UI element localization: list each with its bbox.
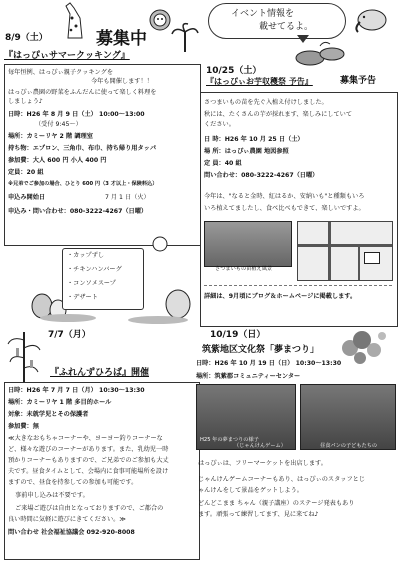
festival-photo-caption-2: （じゃんけんゲーム） bbox=[234, 443, 286, 449]
festival-date: 10/19（日） bbox=[210, 330, 266, 340]
july-title: 『ふれんずひろば』開催 bbox=[50, 368, 150, 378]
summer-banner: 募集中 bbox=[96, 29, 147, 49]
palm-tree-icon bbox=[170, 22, 200, 52]
summer-title: 『はっぴぃサマークッキング』 bbox=[4, 51, 130, 61]
menu-item: ・コンソメスープ bbox=[67, 280, 116, 287]
autumn-place: 場 所：はっぴぃ農園 地図参照 bbox=[204, 148, 289, 155]
lion-icon bbox=[148, 8, 172, 32]
summer-date: 8/9（土） bbox=[5, 33, 48, 43]
summer-start-label: 申込み開始日 bbox=[8, 194, 46, 201]
farm-map bbox=[297, 221, 393, 281]
autumn-para-1: さつまいもの苗を先ぐ入植え付けしました。 bbox=[204, 99, 328, 106]
summer-datetime: 日時：H26 年 8 月 9 日（土） 10:00～13:00 bbox=[8, 111, 145, 118]
july-fee: 参加費：無 bbox=[8, 423, 39, 430]
summer-start-date: 7 月 1 日（火） bbox=[105, 194, 150, 201]
july-date: 7/7（月） bbox=[48, 330, 91, 340]
summer-reception: （受付 9:45～） bbox=[35, 121, 82, 128]
menu-item: ・デザート bbox=[67, 294, 98, 301]
festival-photo-caption-3: 昼食パンの子どもたちの bbox=[320, 443, 378, 449]
july-datetime: 日時：H26 年 7 月 7 日（月） 10:30～13:30 bbox=[8, 387, 145, 394]
july-contact: 問い合わせ 社会福祉協議会 092-920-8008 bbox=[8, 529, 135, 536]
july-desc-6: 事前申し込みは不要です。 bbox=[15, 492, 89, 499]
july-desc-4: 夫です。昼食タイムとして、会場内に食事可能場所を設け bbox=[8, 468, 169, 475]
autumn-para-3: ください。 bbox=[204, 121, 235, 128]
speech-bubble bbox=[208, 3, 346, 39]
festival-para-1: はっぴぃは、フリーマーケットを出店します。 bbox=[198, 460, 327, 467]
bamboo-tanabata-icon bbox=[4, 326, 44, 386]
july-place: 場所：カミーリヤ 1 階 多目的ホール bbox=[8, 399, 112, 406]
festival-para-3: ゃんけんをして景品をゲットしよう。 bbox=[198, 487, 303, 494]
sweet-potato-icon bbox=[290, 40, 350, 70]
planting-photo bbox=[204, 221, 292, 267]
autumn-capacity: 定 員：40 組 bbox=[204, 160, 242, 167]
summer-contact: 申込み・問い合わせ：080-3222-4267（日曜） bbox=[8, 208, 148, 215]
summer-menu-card bbox=[62, 248, 144, 310]
menu-item: ・カップずし bbox=[67, 252, 105, 259]
festival-place: 場所：筑紫郡コミュニティーセンター bbox=[196, 373, 301, 380]
july-desc-1: ≪大きなおもちゃコーナーや、ヨーヨー釣りコーナーな bbox=[8, 435, 163, 442]
summer-intro-1: 毎年恒例、はっぴぃ親子クッキングを bbox=[8, 69, 114, 76]
festival-para-4: どんどこまま ちゃん（親子講座）のステージ発表もあり bbox=[198, 500, 355, 507]
july-desc-5: ますので、昼食を持参しての参加も可能です。 bbox=[8, 479, 138, 486]
festival-datetime: 日時：H26 年 10 月 19 日（日） 10:30～13:30 bbox=[196, 360, 342, 367]
elephant-icon bbox=[352, 4, 392, 34]
autumn-box bbox=[200, 92, 398, 327]
summer-intro-3: はっぴぃ農園の野菜をふんだんに使って楽しく料理を bbox=[8, 89, 157, 96]
summer-fee: 参加費：大人 600 円 小人 400 円 bbox=[8, 157, 107, 164]
festival-photo-caption-1: H25 年の夢まつりの様子 bbox=[200, 437, 259, 443]
autumn-date: 10/25（土） bbox=[206, 66, 262, 76]
autumn-varieties-2: いろ植えてましたし、食べ比べもできて、楽しいですよ。 bbox=[204, 205, 365, 212]
autumn-banner: 募集予告 bbox=[340, 76, 377, 86]
july-desc-3: 預かりコーナーもありますので、ご兄弟でのご参加も大丈 bbox=[8, 457, 169, 464]
giraffe-icon bbox=[60, 0, 90, 40]
summer-place: 場所：カミーリヤ 2 階 調理室 bbox=[8, 133, 93, 140]
summer-intro-2: 今年も開催します！！ bbox=[91, 78, 153, 85]
festival-para-5: ます。頑張って練習してます、見に来てね♪ bbox=[198, 511, 319, 518]
summer-capacity: 定員：20 組 bbox=[8, 169, 44, 176]
speech-line-1: イベント情報を bbox=[231, 9, 295, 19]
july-desc-8: 良い時間に気軽に遊びにきてください。≫ bbox=[8, 516, 126, 523]
summer-intro-4: しましょう♪ bbox=[8, 98, 43, 105]
autumn-title: 『はっぴぃお芋収穫祭 予告』 bbox=[206, 77, 313, 86]
autumn-para-2: 秋には、たくさんの芋が採れます、楽しみにしていて bbox=[204, 111, 353, 118]
summer-bring: 持ち物：エプロン、三角巾、布巾、持ち帰り用タッパ bbox=[8, 145, 157, 152]
july-target: 対象：未就学児とその保護者 bbox=[8, 411, 89, 418]
festival-title: 筑紫地区文化祭「夢まつり」 bbox=[202, 345, 320, 355]
autumn-footer: 詳細は、9月頃にブログ＆ホームページに掲載します。 bbox=[204, 293, 357, 300]
july-box bbox=[4, 382, 200, 560]
july-desc-7: ご来場ご遊びは自由となっておりますので、ご都合の bbox=[15, 505, 164, 512]
summer-note: ※兄弟でご参加の場合、ひとり 600 円（3 才以上・保険料込） bbox=[8, 181, 158, 187]
summer-box bbox=[4, 64, 201, 246]
festival-para-2: じゃんけんゲームコーナーもあり、はっぴぃのスタッフとじ bbox=[198, 476, 366, 483]
menu-item: ・チキンハンバーグ bbox=[67, 266, 122, 273]
autumn-contact: 問い合わせ：080-3222-4267（日曜） bbox=[204, 172, 319, 179]
festival-photo-2 bbox=[300, 384, 396, 450]
speech-line-2: 載せてるよ。 bbox=[259, 22, 314, 32]
autumn-varieties-1: 今年は、"なると金時、紅はるか、安納いも"と種類もいろ bbox=[204, 193, 365, 200]
july-desc-2: ど、様々な遊びのコーナーがあります。また、乳幼児一時 bbox=[8, 446, 169, 453]
autumn-datetime: 日 時：H26 年 10 月 25 日（土） bbox=[204, 136, 304, 143]
planting-photo-caption: さつまいもの苗植え風景 bbox=[215, 266, 273, 272]
